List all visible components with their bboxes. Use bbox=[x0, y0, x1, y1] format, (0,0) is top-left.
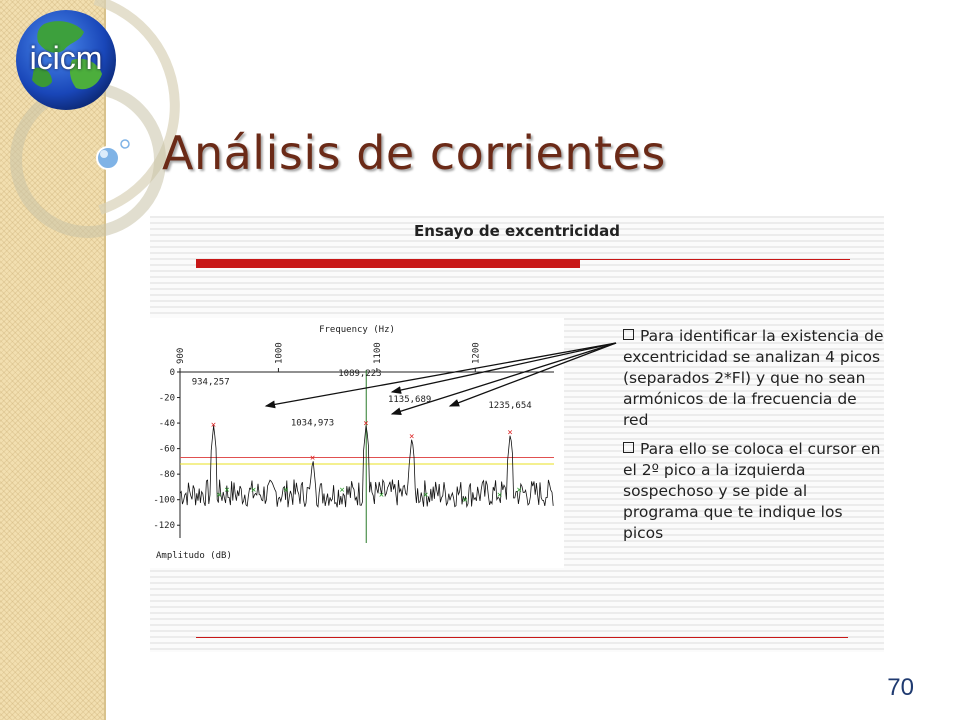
y-axis-label: Amplitudo (dB) bbox=[156, 551, 232, 561]
x-tick-label: 1200 bbox=[471, 342, 482, 364]
peak-marker: × bbox=[363, 419, 369, 430]
green-marker: × bbox=[216, 490, 222, 501]
annotation-arrows bbox=[150, 216, 884, 652]
arrow-peak-1 bbox=[266, 343, 616, 406]
y-tick-label: -80 bbox=[158, 470, 175, 481]
green-marker: × bbox=[224, 485, 230, 496]
peak-label: 1034,973 bbox=[290, 418, 335, 429]
y-tick-label: 0 bbox=[169, 368, 175, 378]
x-tick-label: 1100 bbox=[372, 342, 383, 364]
peak-label: 1135,689 bbox=[387, 394, 432, 405]
peak-marker: × bbox=[309, 453, 316, 464]
y-tick-label: -100 bbox=[153, 495, 175, 506]
peak-marker: × bbox=[408, 431, 415, 442]
x-tick-label: 1000 bbox=[274, 342, 285, 364]
peak-marker: × bbox=[210, 420, 217, 431]
y-tick-label: -40 bbox=[158, 419, 175, 430]
x-tick-label: 900 bbox=[176, 347, 186, 364]
bubble-large bbox=[97, 147, 119, 169]
peak-label: 1089,223 bbox=[338, 369, 382, 380]
bullet-text: Para identificar la existencia de excentricidad se analizan 4 picos (separados 2*Fl) y que no sean armónicos de la frecuencia de red bbox=[623, 327, 884, 429]
peak-marker: × bbox=[507, 428, 513, 439]
section-heading: Ensayo de excentricidad bbox=[414, 222, 620, 240]
green-marker: × bbox=[250, 485, 257, 496]
peak-label: 934,257 bbox=[191, 377, 230, 388]
green-marker: × bbox=[339, 485, 345, 496]
y-tick-label: -120 bbox=[153, 521, 175, 532]
page-number: 70 bbox=[887, 674, 914, 701]
green-marker: × bbox=[378, 490, 385, 501]
bubble-small bbox=[121, 140, 129, 148]
green-marker: × bbox=[516, 485, 522, 496]
logo-text: icicm bbox=[29, 40, 103, 76]
green-marker: × bbox=[462, 495, 468, 506]
peak-label: 1235,654 bbox=[488, 401, 532, 412]
arrow-peak-2 bbox=[392, 343, 616, 392]
bullet-text: Para ello se coloca el cursor en el 2º pico a la izquierda sospechoso y se pide al programa que te indique los picos bbox=[623, 440, 881, 542]
y-tick-label: -60 bbox=[158, 444, 175, 455]
chart-title: Frequency (Hz) bbox=[319, 325, 395, 335]
slide-title: Análisis de corrientes bbox=[162, 126, 666, 180]
green-marker: × bbox=[423, 490, 429, 501]
y-tick-label: -20 bbox=[158, 393, 175, 404]
arrow-peak-3 bbox=[392, 343, 616, 414]
green-marker: × bbox=[283, 485, 289, 496]
green-marker: × bbox=[496, 490, 503, 501]
